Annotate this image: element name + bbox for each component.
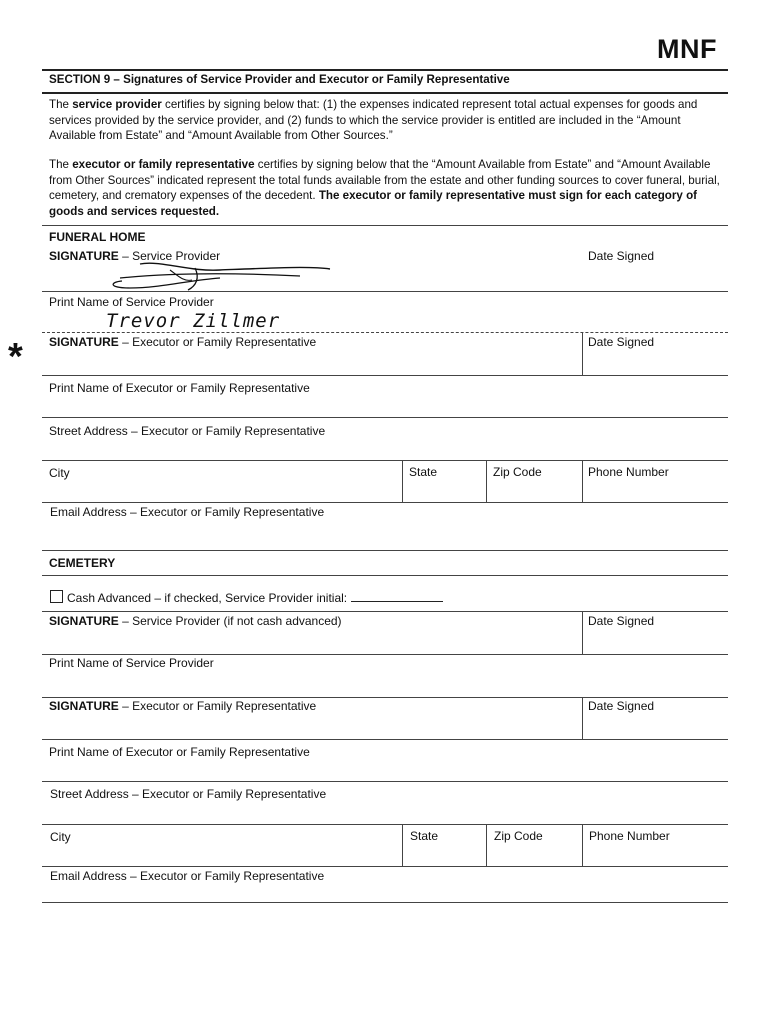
fh-street: Street Address – Executor or Family Representative	[49, 424, 326, 438]
cem-signature-provider-field[interactable]	[42, 630, 582, 653]
fh-state-field[interactable]	[403, 482, 486, 501]
cem-rule-5	[42, 781, 728, 782]
cem-date-signed-1: Date Signed	[588, 614, 655, 628]
cem-rule-6	[42, 824, 728, 825]
fh-handwritten-name[interactable]: Trevor Zillmer	[106, 310, 281, 332]
fh-city-field[interactable]	[42, 482, 402, 501]
fh-rule-6	[42, 502, 728, 503]
cash-advanced-label	[67, 591, 443, 605]
cem-bottom-rule	[42, 902, 728, 903]
cem-print-name-provider-field[interactable]	[42, 672, 728, 696]
cem-print-name-exec-field[interactable]	[42, 760, 728, 780]
cem-sig-provider-rest: – Service Provider (if not cash advanced)	[118, 614, 342, 628]
cem-signature-provider-label	[49, 614, 342, 628]
section-title: SECTION 9 – Signatures of Service Provider and Executor or Family Representative	[49, 73, 510, 86]
cemetery-heading: CEMETERY	[49, 556, 116, 570]
cem-city: City	[50, 830, 71, 844]
intro-p1-rest: certifies by signing below that: (1) the expenses indicated represent total actual expenses for goods and services provided by the service provider, and (2) funds to which the service provider is entitled are included in the “Amount Available from Estate” and “Amount Available from Other Sources.”	[49, 98, 698, 143]
fh-sig-exec-bold: SIGNATURE	[49, 335, 119, 349]
funeral-home-heading: FUNERAL HOME	[49, 230, 146, 244]
form-code: MNF	[657, 34, 717, 64]
cem-state: State	[410, 829, 439, 843]
fh-sig-provider-bold: SIGNATURE	[49, 249, 119, 263]
signature-scribble	[100, 258, 340, 294]
cem-street-field[interactable]	[42, 802, 728, 822]
fh-zip: Zip Code	[493, 465, 542, 479]
cem-date-signed-2-field[interactable]	[583, 715, 728, 738]
cem-rule-4	[42, 739, 728, 740]
intro-p2-rest: certifies by signing below that the “Amount Available from Estate” and “Amount Available from Other Sources” indicated represent the total funds available from the estate and other funding sources to cover funeral, burial, cemetery, and crematory expenses of the decedent.	[49, 158, 720, 203]
fh-date-signed-1-field[interactable]	[583, 266, 728, 290]
fh-print-name-exec: Print Name of Executor or Family Representative	[49, 381, 310, 395]
cem-date-signed-2: Date Signed	[588, 699, 655, 713]
fh-city: City	[49, 466, 70, 480]
fh-date-signed-2: Date Signed	[588, 335, 655, 349]
fh-signature-exec-label	[49, 335, 316, 349]
cem-rule-1	[42, 611, 728, 612]
fh-date-signed-1: Date Signed	[588, 249, 655, 263]
cem-print-name-provider: Print Name of Service Provider	[49, 656, 214, 670]
cem-sig-provider-bold: SIGNATURE	[49, 614, 119, 628]
fh-rule-3	[42, 375, 728, 376]
cem-street: Street Address – Executor or Family Representative	[50, 787, 327, 801]
fh-street-field[interactable]	[42, 439, 728, 459]
asterisk-mark: *	[8, 336, 23, 378]
cem-signature-exec-label	[49, 699, 316, 713]
fh-rule-4	[42, 417, 728, 418]
cem-heading-rule	[42, 575, 728, 576]
cem-rule-2	[42, 654, 728, 655]
fh-signature-exec-field[interactable]	[42, 350, 582, 374]
cash-advanced-text: Cash Advanced – if checked, Service Provider initial:	[67, 591, 348, 605]
fh-state: State	[409, 465, 438, 479]
intro-p1-bold: service provider	[72, 98, 162, 111]
cem-email: Email Address – Executor or Family Representative	[50, 869, 325, 883]
fh-sig-provider-rest: – Service Provider	[118, 249, 221, 263]
cash-advanced-initial-field[interactable]	[351, 591, 443, 602]
header-rule	[42, 69, 728, 71]
intro-paragraph-provider	[49, 97, 725, 144]
fh-phone-field[interactable]	[583, 482, 728, 501]
cem-rule-7	[42, 866, 728, 867]
funeral-home-top-rule	[42, 225, 728, 226]
intro-p1-lead: The	[49, 98, 73, 111]
fh-email-field[interactable]	[42, 520, 728, 548]
fh-email: Email Address – Executor or Family Representative	[50, 505, 325, 519]
fh-sig-exec-rest: – Executor or Family Representative	[118, 335, 317, 349]
cem-phone: Phone Number	[589, 829, 670, 843]
cem-print-name-exec: Print Name of Executor or Family Representative	[49, 745, 310, 759]
section-title-rule	[42, 92, 728, 94]
fh-zip-field[interactable]	[487, 482, 582, 501]
intro-paragraph-executor	[49, 157, 725, 219]
cem-phone-field[interactable]	[583, 846, 728, 865]
fh-rule-1	[42, 291, 728, 292]
intro-p2-bold-end: The executor or family representative must sign for each category of goods and services requested.	[49, 189, 698, 218]
cem-zip: Zip Code	[494, 829, 543, 843]
fh-print-name-exec-field[interactable]	[42, 396, 728, 416]
cemetery-top-rule	[42, 550, 728, 551]
cem-email-field[interactable]	[42, 884, 728, 901]
intro-p2-lead: The	[49, 158, 73, 171]
fh-date-signed-2-field[interactable]	[583, 350, 728, 374]
fh-phone: Phone Number	[588, 465, 669, 479]
cem-date-signed-1-field[interactable]	[583, 630, 728, 653]
cem-city-field[interactable]	[42, 846, 402, 865]
cem-sig-exec-bold: SIGNATURE	[49, 699, 119, 713]
cem-rule-3	[42, 697, 728, 698]
fh-rule-5	[42, 460, 728, 461]
cem-signature-exec-field[interactable]	[42, 715, 582, 738]
fh-print-name-provider: Print Name of Service Provider	[49, 295, 214, 309]
intro-p2-bold: executor or family representative	[72, 158, 255, 171]
cem-sig-exec-rest: – Executor or Family Representative	[118, 699, 317, 713]
cem-zip-field[interactable]	[487, 846, 582, 865]
cash-advanced-checkbox[interactable]	[50, 590, 63, 603]
fh-rule-2	[42, 332, 728, 333]
cem-state-field[interactable]	[403, 846, 486, 865]
